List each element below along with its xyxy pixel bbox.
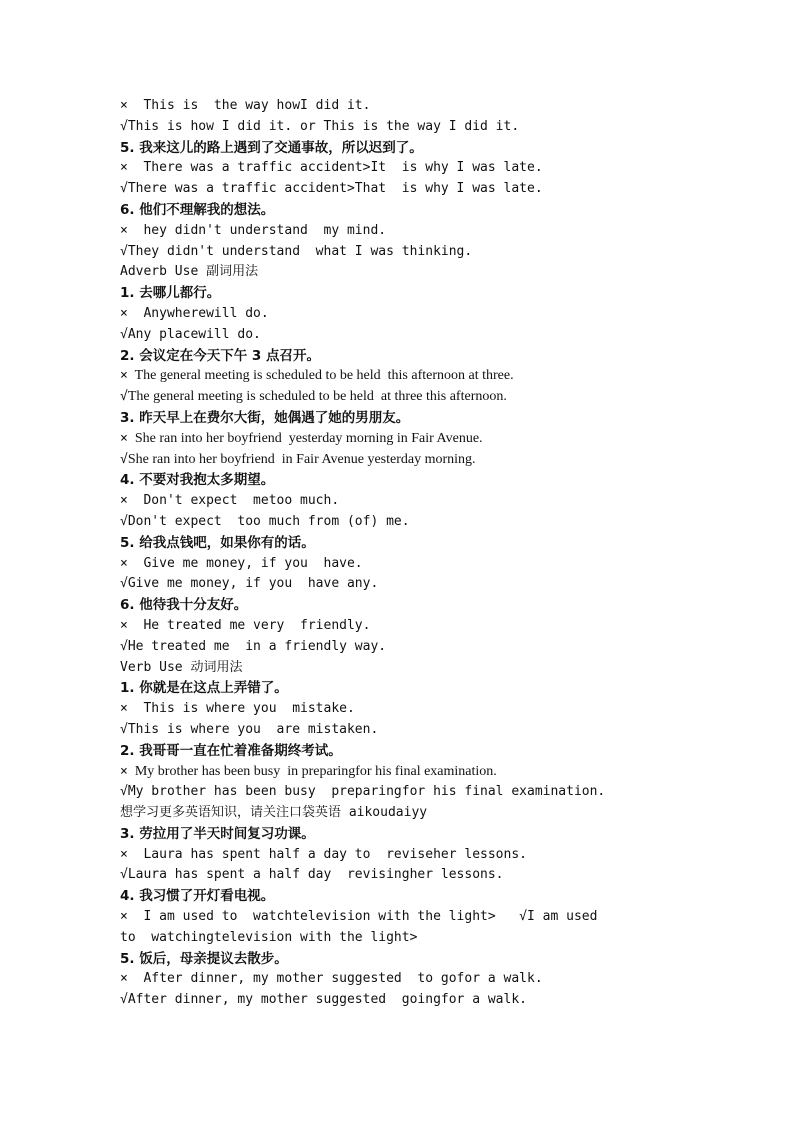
question-heading xyxy=(120,346,780,367)
check-mark-icon: √ xyxy=(519,909,527,925)
question-heading xyxy=(120,408,780,429)
document-page xyxy=(120,96,780,1011)
correct-sentence xyxy=(120,574,780,595)
check-mark-icon: √ xyxy=(120,576,128,592)
line-text: Give me money, if you have any. xyxy=(127,576,379,592)
line-text: This is the way howI did it. xyxy=(127,98,371,113)
line-text: Don't expect too much from (of) me. xyxy=(127,513,410,529)
check-mark-icon: √ xyxy=(120,389,128,405)
line-text: 5. 饭后，母亲提议去散步。 xyxy=(120,950,288,967)
correct-sentence xyxy=(120,450,780,471)
check-mark-icon: √ xyxy=(120,451,128,467)
check-mark-icon: √ xyxy=(120,326,128,342)
line-text: 6. 他待我十分友好。 xyxy=(120,597,248,614)
cross-mark-icon: × xyxy=(120,846,128,862)
check-mark-icon: √ xyxy=(120,992,128,1008)
line-text: Anywherewill do. xyxy=(127,305,269,321)
question-heading xyxy=(120,138,780,159)
correct-sentence xyxy=(120,325,780,346)
incorrect-sentence xyxy=(120,96,780,117)
incorrect-sentence xyxy=(120,762,780,783)
line-text: 1. 你就是在这点上弄错了。 xyxy=(120,680,288,697)
cross-mark-icon: × xyxy=(120,555,128,571)
cross-mark-icon: × xyxy=(120,160,128,176)
line-text: This is how I did it. or This is the way I did it. xyxy=(127,118,520,134)
line-text: The general meeting is scheduled to be held at three this afternoon. xyxy=(127,389,507,405)
line-text: Don't expect metoo much. xyxy=(127,493,340,509)
incorrect-sentence xyxy=(120,221,780,242)
check-mark-icon: √ xyxy=(120,513,128,529)
check-mark-icon: √ xyxy=(120,867,128,883)
correct-sentence xyxy=(120,865,780,886)
check-mark-icon: √ xyxy=(120,118,128,134)
incorrect-sentence xyxy=(120,304,780,325)
line-text: He treated me in a friendly way. xyxy=(127,638,387,654)
line-text: Adverb Use 副词用法 xyxy=(120,264,259,280)
cross-mark-icon: × xyxy=(120,305,128,321)
check-mark-icon: √ xyxy=(120,181,128,197)
incorrect-sentence xyxy=(120,158,780,179)
line-text: This is where you are mistaken. xyxy=(127,721,379,737)
line-text: There was a traffic accident>It is why I was late. xyxy=(127,160,543,176)
line-text: This is where you mistake. xyxy=(127,701,355,717)
line-text: 3. 昨天早上在费尔大街，她偶遇了她的男朋友。 xyxy=(120,409,410,426)
line-text: hey didn't understand my mind. xyxy=(127,222,387,238)
correct-sentence xyxy=(120,990,780,1011)
question-heading xyxy=(120,678,780,699)
line-text: She ran into her boyfriend yesterday morning in Fair Avenue. xyxy=(127,430,483,446)
cross-mark-icon: × xyxy=(120,701,128,717)
correct-sentence xyxy=(120,637,780,658)
incorrect-sentence xyxy=(120,554,780,575)
correct-sentence xyxy=(120,387,780,408)
line-text: Any placewill do. xyxy=(127,326,261,342)
line-text: 1. 去哪儿都行。 xyxy=(120,285,221,302)
correct-sentence xyxy=(120,512,780,533)
line-text: 2. 我哥哥一直在忙着准备期终考试。 xyxy=(120,742,342,759)
question-heading xyxy=(120,200,780,221)
line-text: Give me money, if you have. xyxy=(127,555,363,571)
line-text: 5. 我来这儿的路上遇到了交通事故，所以迟到了。 xyxy=(120,139,423,156)
check-mark-icon: √ xyxy=(120,638,128,654)
line-text: 4. 不要对我抱太多期望。 xyxy=(120,472,275,489)
question-heading xyxy=(120,949,780,970)
incorrect-sentence xyxy=(120,907,780,928)
line-text: The general meeting is scheduled to be held this afternoon at three. xyxy=(127,368,514,384)
line-text: After dinner, my mother suggested to gofor a walk. xyxy=(127,971,543,987)
section-title xyxy=(120,658,780,679)
line-text: She ran into her boyfriend in Fair Avenue yesterday morning. xyxy=(127,451,476,467)
incorrect-sentence xyxy=(120,429,780,450)
line-text: 4. 我习惯了开灯看电视。 xyxy=(120,888,275,905)
line-text: He treated me very friendly. xyxy=(127,617,371,633)
cross-mark-icon: × xyxy=(120,493,128,509)
line-text: There was a traffic accident>That is why I was late. xyxy=(127,181,543,197)
question-heading xyxy=(120,470,780,491)
cross-mark-icon: × xyxy=(120,430,128,446)
line-text: Laura has spent half a day to reviseher lessons. xyxy=(127,846,527,862)
line-text: 2. 会议定在今天下午 3 点召开。 xyxy=(120,347,321,364)
correct-sentence xyxy=(120,242,780,263)
cross-mark-icon: × xyxy=(120,617,128,633)
cross-mark-icon: × xyxy=(120,222,128,238)
incorrect-sentence xyxy=(120,845,780,866)
question-heading xyxy=(120,824,780,845)
incorrect-sentence xyxy=(120,366,780,387)
question-heading xyxy=(120,886,780,907)
correct-sentence xyxy=(120,117,780,138)
line-text: They didn't understand what I was thinking. xyxy=(127,243,473,259)
line-text: My brother has been busy preparingfor his final examination. xyxy=(127,784,606,800)
section-title xyxy=(120,262,780,283)
line-text: 想学习更多英语知识，请关注口袋英语 aikoudaiyy xyxy=(120,805,428,821)
check-mark-icon: √ xyxy=(120,784,128,800)
question-heading xyxy=(120,533,780,554)
line-text: 6. 他们不理解我的想法。 xyxy=(120,201,275,218)
check-mark-icon: √ xyxy=(120,721,128,737)
line-text: Verb Use 动词用法 xyxy=(120,659,243,675)
cross-mark-icon: × xyxy=(120,763,128,779)
line-text: Laura has spent a half day revisingher lessons. xyxy=(127,867,504,883)
line-text: I am used xyxy=(527,909,598,925)
text-line xyxy=(120,928,780,949)
line-text: After dinner, my mother suggested goingfor a walk. xyxy=(127,992,527,1008)
line-text: to watchingtelevision with the light> xyxy=(120,929,418,945)
correct-sentence xyxy=(120,720,780,741)
cross-mark-icon: × xyxy=(120,909,128,925)
question-heading xyxy=(120,741,780,762)
line-text: I am used to watchtelevision with the light> xyxy=(127,909,520,925)
correct-sentence xyxy=(120,782,780,803)
incorrect-sentence xyxy=(120,969,780,990)
cross-mark-icon: × xyxy=(120,971,128,987)
line-text: My brother has been busy in preparingfor his final examination. xyxy=(127,763,497,779)
cross-mark-icon: × xyxy=(120,98,128,113)
line-text: 5. 给我点钱吧，如果你有的话。 xyxy=(120,534,315,551)
text-line xyxy=(120,803,780,824)
incorrect-sentence xyxy=(120,699,780,720)
question-heading xyxy=(120,595,780,616)
correct-sentence xyxy=(120,179,780,200)
incorrect-sentence xyxy=(120,616,780,637)
incorrect-sentence xyxy=(120,491,780,512)
cross-mark-icon: × xyxy=(120,368,128,384)
question-heading xyxy=(120,283,780,304)
check-mark-icon: √ xyxy=(120,243,128,259)
line-text: 3. 劳拉用了半天时间复习功课。 xyxy=(120,825,315,842)
